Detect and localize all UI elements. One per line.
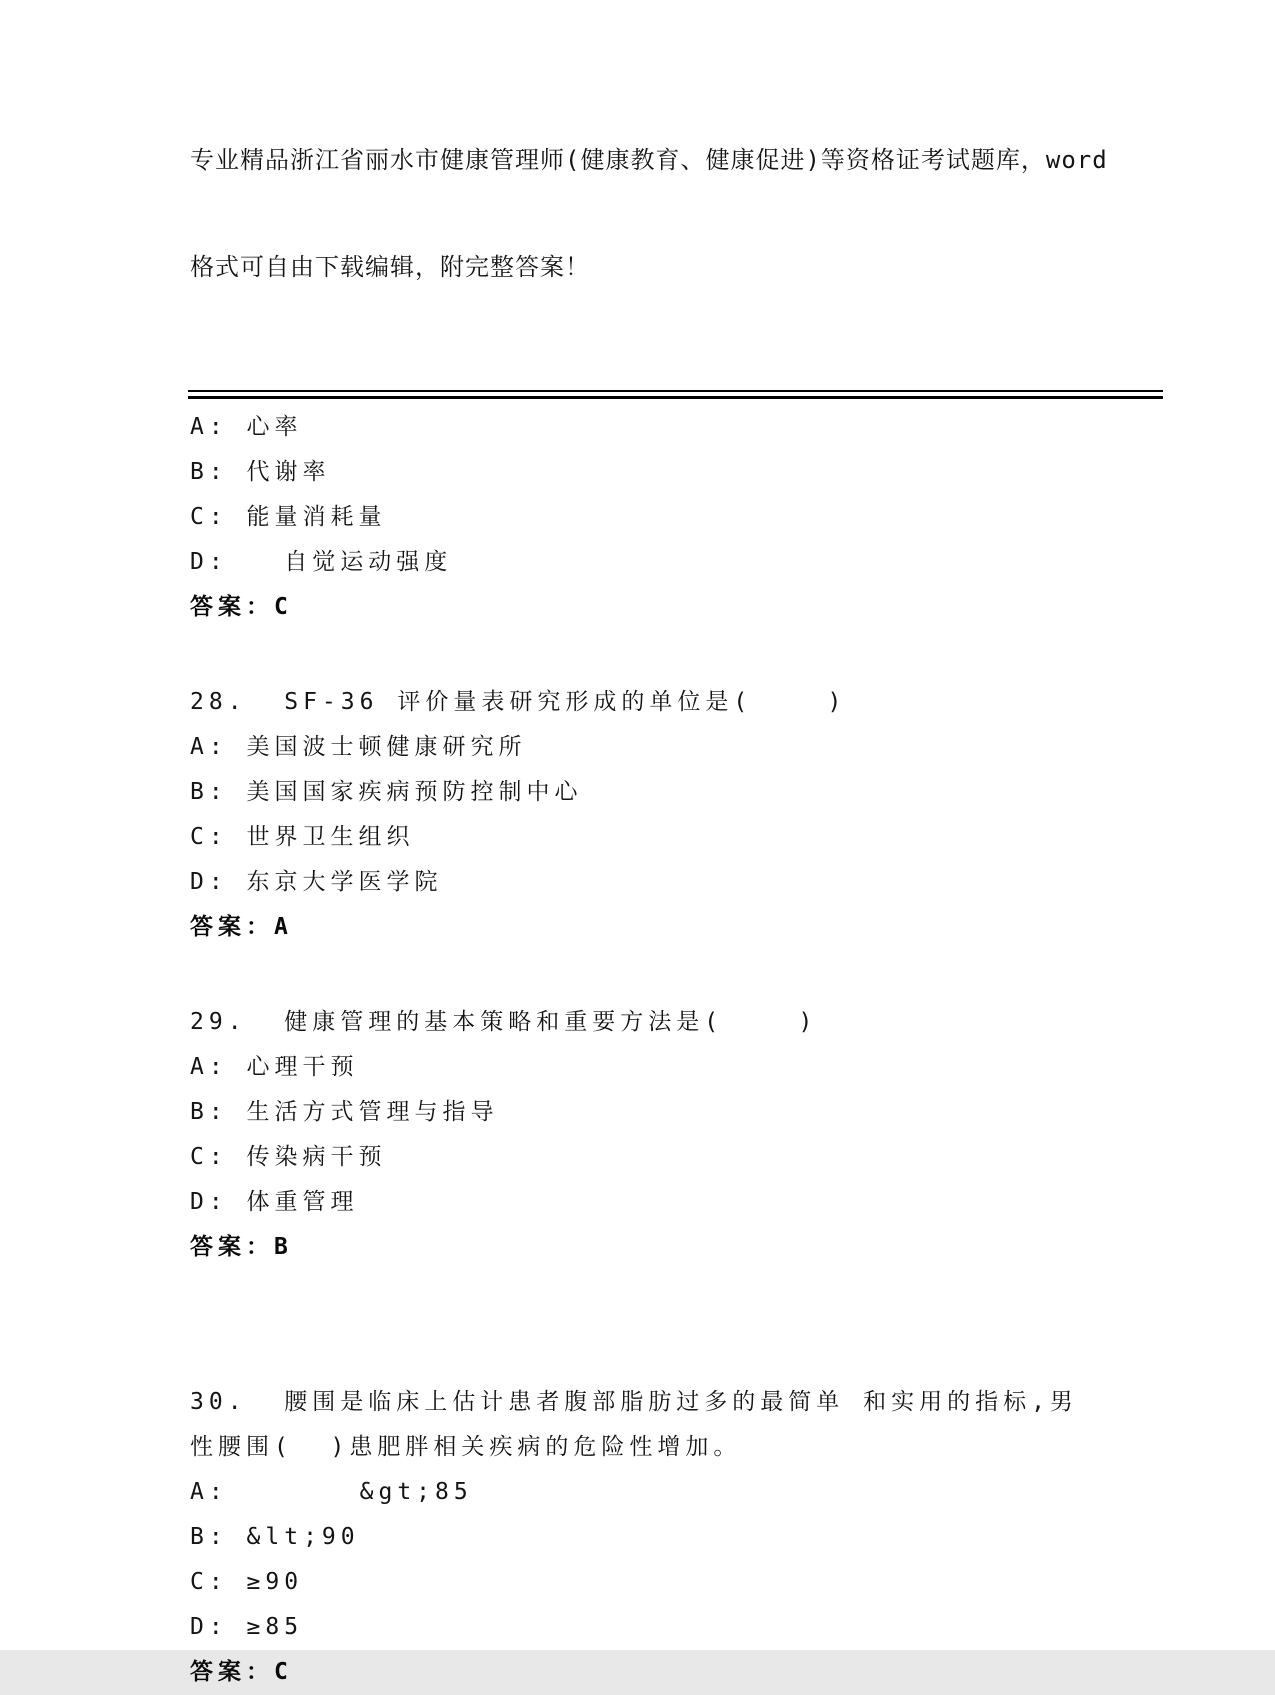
question-stem: 29. 健康管理的基本策略和重要方法是( )	[190, 1009, 818, 1035]
document-body	[190, 405, 1165, 1695]
option-line: C: 世界卫生组织	[190, 824, 415, 850]
option-line: B: 代谢率	[190, 459, 331, 485]
question-block-30	[190, 1380, 1165, 1695]
question-block-28	[190, 680, 1165, 950]
question-block-27-partial	[190, 405, 1165, 630]
option-line: A: 心理干预	[190, 1054, 359, 1080]
page-header	[0, 0, 1275, 352]
header-line: 专业精品浙江省丽水市健康管理师(健康教育、健康促进)等资格证考试题库，word	[190, 146, 1108, 174]
option-line: B: 美国国家疾病预防控制中心	[190, 779, 583, 805]
option-line: D: 体重管理	[190, 1189, 359, 1215]
option-line: D: 自觉运动强度	[190, 549, 453, 575]
option-line: D: 东京大学医学院	[190, 869, 443, 895]
header-line: 格式可自由下载编辑，附完整答案！	[190, 253, 590, 281]
option-line: B: &lt;90	[190, 1524, 360, 1550]
option-line: A: 心率	[190, 414, 303, 440]
question-stem: 30. 腰围是临床上估计患者腹部脂肪过多的最简单 和实用的指标,男	[190, 1389, 1078, 1415]
option-line: C: ≥90	[190, 1569, 304, 1595]
header-divider-rule	[188, 390, 1163, 399]
answer-line: 答案：C	[190, 1659, 293, 1685]
answer-line: 答案：C	[190, 594, 293, 620]
question-stem: 28. SF-36 评价量表研究形成的单位是( )	[190, 689, 847, 715]
question-block-29	[190, 1000, 1165, 1270]
question-stem: 性腰围( )患肥胖相关疾病的危险性增加。	[190, 1434, 742, 1460]
answer-line: 答案：B	[190, 1234, 293, 1260]
answer-line: 答案：A	[190, 914, 293, 940]
option-line: C: 传染病干预	[190, 1144, 387, 1170]
option-line: B: 生活方式管理与指导	[190, 1099, 499, 1125]
option-line: A: 美国波士顿健康研究所	[190, 734, 527, 760]
option-line: A: &gt;85	[190, 1479, 473, 1505]
option-line: C: 能量消耗量	[190, 504, 387, 530]
option-line: D: ≥85	[190, 1614, 304, 1640]
